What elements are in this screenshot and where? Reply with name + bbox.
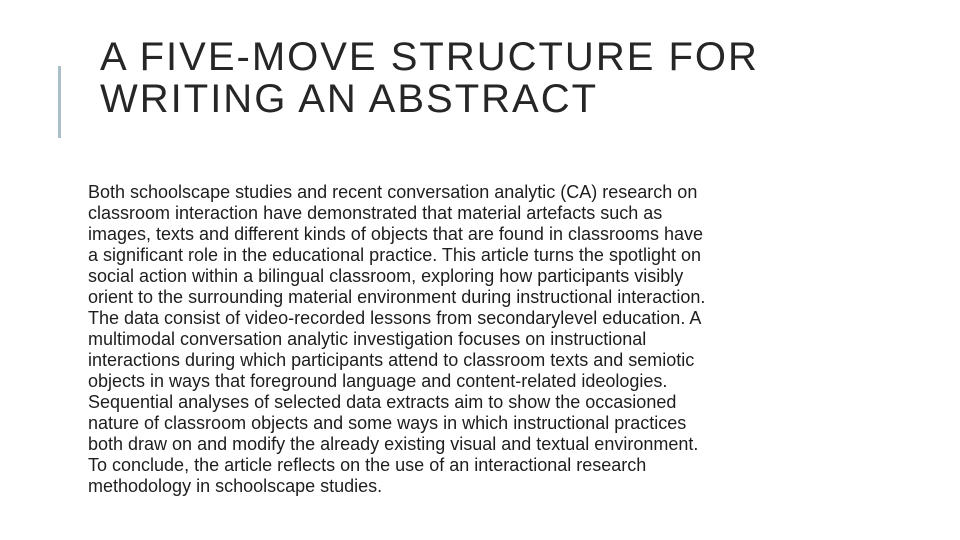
abstract-body-text: Both schoolscape studies and recent conversation analytic (CA) research on classroom interaction have demonstrated that material artefacts such as images, texts and different kinds of objects that are found in classrooms have a significant role in the educational practice. This article turns the spotlight on social action within a bilingual classroom, exploring how participants visibly orient to the surrounding material environment during instructional interaction. The data consist of video-recorded lessons from secondarylevel education. A multimodal conversation analytic investigation focuses on instructional interactions during which participants attend to classroom texts and semiotic objects in ways that foreground language and content-related ideologies. Sequential analyses of selected data extracts aim to show the occasioned nature of classroom objects and some ways in which instructional practices both draw on and modify the already existing visual and textual environment. To conclude, the article reflects on the use of an interactional research methodology in schoolscape studies. [88,182,706,496]
slide-title: A FIVE-MOVE STRUCTURE FOR WRITING AN ABSTRACT [100,35,759,121]
title-accent-bar [58,66,61,138]
